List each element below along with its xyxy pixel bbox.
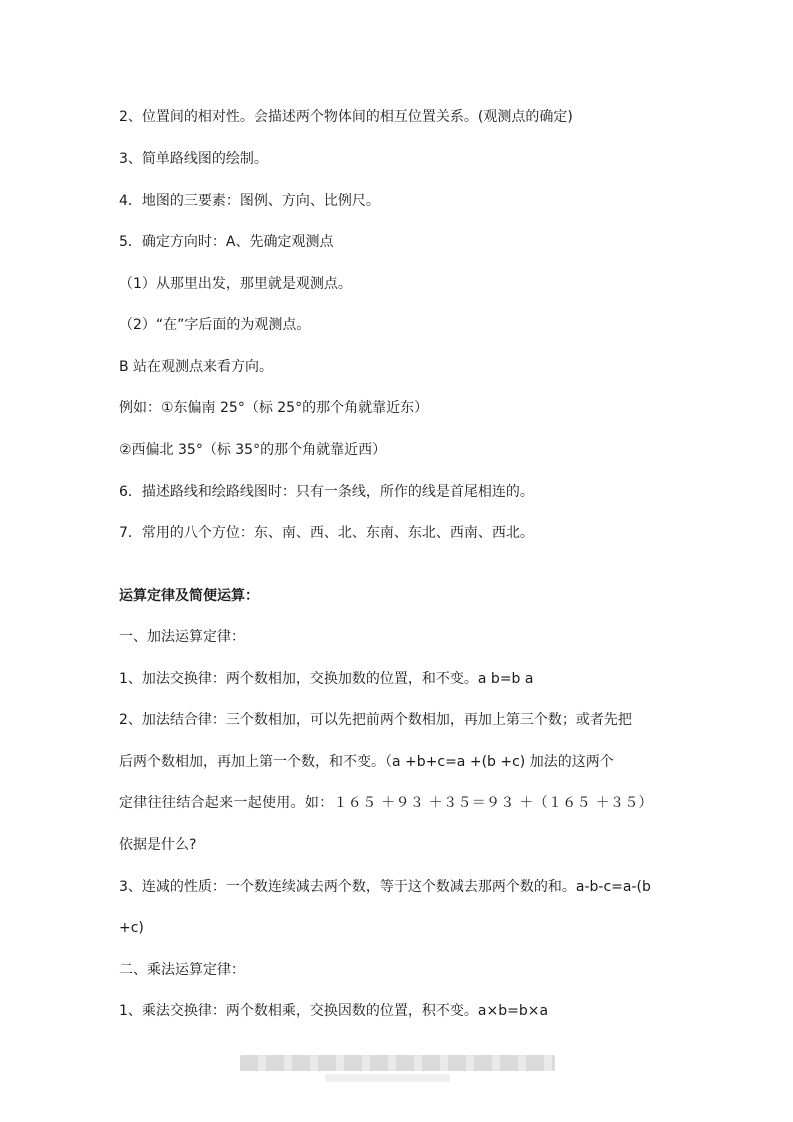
subheading-multiplication-laws: 二、乘法运算定律： [119, 962, 245, 978]
text-line-question: 依据是什么? [119, 837, 197, 853]
text-line-determine-direction: 5．确定方向时：A、先确定观测点 [119, 234, 334, 250]
text-line-subtraction-property-1: 3、连减的性质：一个数连续减去两个数，等于这个数减去那两个数的和。a-b-c=a-(b [119, 879, 651, 895]
blurred-footer-watermark-secondary [325, 1074, 450, 1082]
text-line-relative-position: 2、位置间的相对性。会描述两个物体间的相互位置关系。(观测点的确定) [119, 109, 573, 125]
text-line-route-description: 6．描述路线和绘路线图时：只有一条线，所作的线是首尾相连的。 [119, 484, 534, 500]
text-line-example-2: ②西偏北 35°（标 35°的那个角就靠近西） [119, 442, 387, 458]
text-line-associative-addition-1: 2、加法结合律：三个数相加，可以先把前两个数相加，再加上第三个数；或者先把 [119, 712, 632, 728]
text-line-subtraction-property-2: +c) [119, 920, 144, 936]
text-line-route-map: 3、简单路线图的绘制。 [119, 151, 268, 167]
text-line-map-elements: 4．地图的三要素：图例、方向、比例尺。 [119, 193, 380, 209]
section-heading-operation-laws: 运算定律及简便运算： [119, 588, 259, 604]
text-line-commutative-multiplication: 1、乘法交换律：两个数相乘，交换因数的位置，积不变。a×b=b×a [119, 1003, 549, 1019]
text-line-rule-b: B 站在观测点来看方向。 [119, 359, 274, 375]
blurred-footer-watermark [240, 1055, 555, 1071]
text-line-commutative-addition: 1、加法交换律：两个数相加，交换加数的位置，和不变。a b=b a [119, 671, 534, 687]
text-line-associative-addition-3: 定律往往结合起来一起使用。如：１６５ ＋９３ ＋３５＝９３ ＋（１６５ ＋３５） [119, 795, 653, 811]
text-line-associative-addition-2: 后两个数相加，再加上第一个数，和不变。（a +b+c=a +(b +c) 加法的这两个 [119, 754, 614, 770]
text-line-rule-2: （2）“在”字后面的为观测点。 [119, 317, 311, 333]
text-line-eight-directions: 7．常用的八个方位：东、南、西、北、东南、东北、西南、西北。 [119, 525, 534, 541]
text-line-example-1: 例如：①东偏南 25°（标 25°的那个角就靠近东） [119, 400, 429, 416]
text-line-rule-1: （1）从那里出发，那里就是观测点。 [119, 276, 352, 292]
subheading-addition-laws: 一、加法运算定律： [119, 629, 245, 645]
